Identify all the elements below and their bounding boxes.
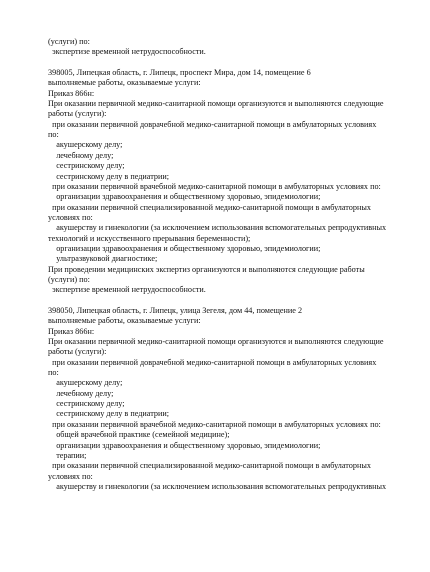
text-line: лечебному делу; [48, 388, 114, 398]
text-line: сестринскому делу в педиатрии; [48, 171, 170, 181]
text-line: при оказании первичной доврачебной медико-санитарной помощи в амбулаторных условиях [48, 119, 377, 129]
text-line: При проведении медицинских экспертиз организуются и выполняются следующие работы [48, 264, 365, 274]
text-line: акушерству и гинекологии (за исключением использования вспомогательных репродуктивных [48, 223, 387, 233]
text-line: технологий и искусственного прерывания беременности); [48, 233, 251, 243]
address-line: 398050, Липецкая область, г. Липецк, улица Зегеля, дом 44, помещение 2 [48, 306, 303, 316]
text-line: При оказании первичной медико-санитарной помощи организуются и выполняются следующие [48, 99, 384, 109]
text-line: экспертизе временной нетрудоспособности. [48, 47, 206, 57]
text-block-2 [48, 68, 418, 296]
address-line: 398005, Липецкая область, г. Липецк, проспект Мира, дом 14, помещение 6 [48, 68, 311, 78]
text-line: общей врачебной практике (семейной медицине); [48, 430, 230, 440]
text-line: организации здравоохранения и общественному здоровью, эпидемиологии; [48, 192, 321, 202]
text-line: Приказ 866н: [48, 326, 95, 336]
text-line: при оказании первичной врачебной медико-санитарной помощи в амбулаторных условиях по: [48, 419, 381, 429]
paragraph-gap [48, 296, 418, 306]
text-block-1 [48, 37, 418, 58]
text-line: при оказании первичной специализированной медико-санитарной помощи в амбулаторных [48, 461, 371, 471]
text-line: выполняемые работы, оказываемые услуги: [48, 316, 201, 326]
text-line: При оказании первичной медико-санитарной помощи организуются и выполняются следующие [48, 337, 384, 347]
text-line: (услуги) по: [48, 37, 90, 46]
text-line: по: [48, 130, 59, 140]
text-line: лечебному делу; [48, 150, 114, 160]
text-line: акушерскому делу; [48, 378, 123, 388]
text-line: работы (услуги): [48, 109, 107, 119]
text-line: при оказании первичной врачебной медико-санитарной помощи в амбулаторных условиях по: [48, 181, 381, 191]
text-line: терапии; [48, 450, 87, 460]
text-line: работы (услуги): [48, 347, 107, 357]
text-line: организации здравоохранения и общественному здоровью, эпидемиологии; [48, 243, 321, 253]
text-line: организации здравоохранения и общественному здоровью, эпидемиологии; [48, 440, 321, 450]
text-block-3 [48, 306, 418, 492]
text-line: условиях по: [48, 212, 93, 222]
text-line: сестринскому делу; [48, 399, 125, 409]
text-line: условиях по: [48, 471, 93, 481]
text-line: акушерскому делу; [48, 140, 123, 150]
text-line: Приказ 866н: [48, 88, 95, 98]
text-line: сестринскому делу; [48, 161, 125, 171]
text-line: сестринскому делу в педиатрии; [48, 409, 170, 419]
text-line: по: [48, 368, 59, 378]
text-line: экспертизе временной нетрудоспособности. [48, 285, 206, 295]
text-line: акушерству и гинекологии (за исключением использования вспомогательных репродуктивных [48, 481, 387, 491]
document-page [48, 37, 418, 492]
text-line: (услуги) по: [48, 274, 90, 284]
text-line: при оказании первичной специализированной медико-санитарной помощи в амбулаторных [48, 202, 371, 212]
text-line: выполняемые работы, оказываемые услуги: [48, 78, 201, 88]
text-line: ультразвуковой диагностике; [48, 254, 158, 264]
paragraph-gap [48, 58, 418, 68]
text-line: при оказании первичной доврачебной медико-санитарной помощи в амбулаторных условиях [48, 357, 377, 367]
